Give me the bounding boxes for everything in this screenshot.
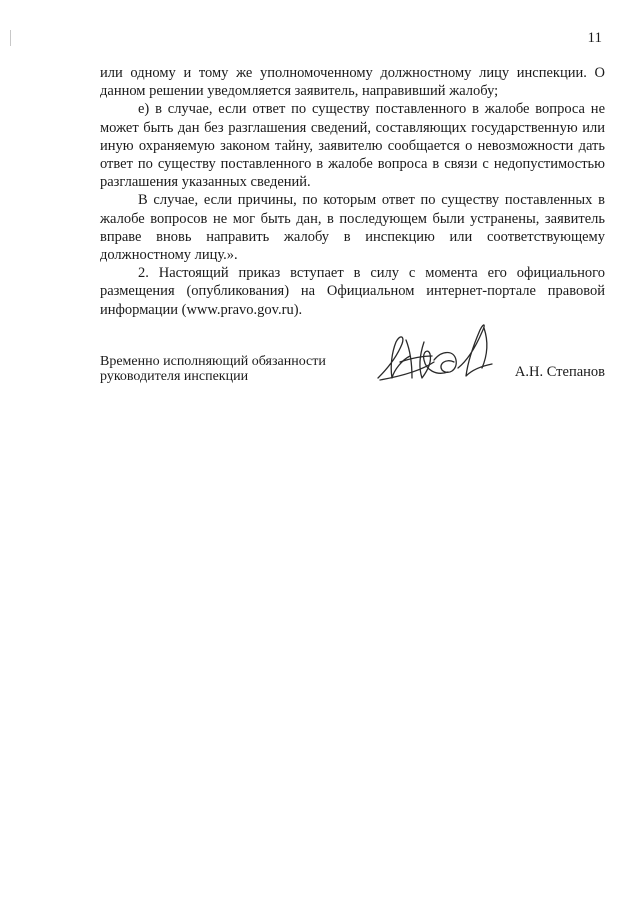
handwritten-signature <box>372 320 502 390</box>
paragraph-item-e: е) в случае, если ответ по существу поставленного в жалобе вопроса не может быть дан без разглашения сведений, составляющих государственную или иную охраняемую законом тайну, заявителю сообщается о невозможности дать ответ по существу поставленного в жалобе вопроса в связи с недопустимостью разглашения указанных сведений. <box>100 101 605 191</box>
paragraph-continuation: или одному и тому же уполномоченному должностному лицу инспекции. О данном решении уведомляется заявитель, направивший жалобу; <box>100 65 605 100</box>
signer-title <box>100 354 326 384</box>
signer-title-line-1: Временно исполняющий обязанности <box>100 354 326 369</box>
paragraph-reasons-removed: В случае, если причины, по которым ответ по существу поставленных в жалобе вопросов не мог быть дан, в последующем были устранены, заявитель вправе вновь направить жалобу в инспекцию или соответствующему должностному лицу.». <box>100 192 605 264</box>
page-number: 11 <box>587 30 602 46</box>
signer-name: А.Н. Степанов <box>514 364 605 380</box>
scan-margin-mark <box>10 30 11 46</box>
document-body <box>100 64 605 319</box>
signer-title-line-2: руководителя инспекции <box>100 369 249 384</box>
signature-block <box>100 320 605 410</box>
paragraph-order-effective: 2. Настоящий приказ вступает в силу с момента его официального размещения (опубликования) на Официальном интернет-портале правовой информации (www.pravo.gov.ru). <box>100 265 605 318</box>
